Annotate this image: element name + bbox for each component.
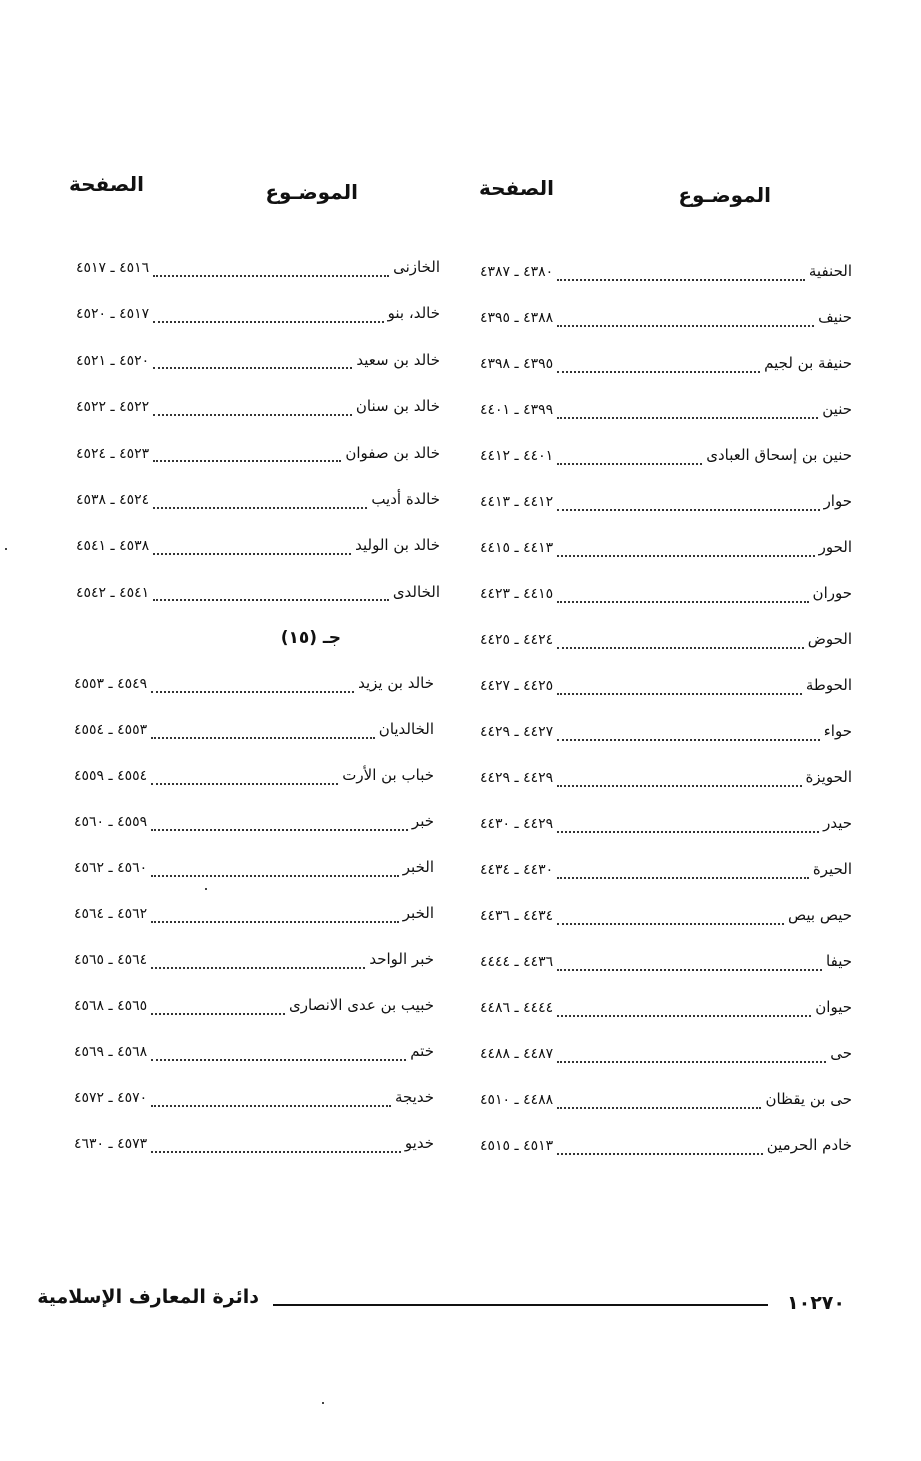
dot-leader — [151, 772, 338, 785]
entry-pages: ٤٥٧٣ ـ ٤٦٣٠ — [74, 1136, 148, 1152]
dot-leader — [557, 406, 818, 419]
entry-pages: ٤٤٢٩ ـ ٤٤٢٩ — [480, 770, 554, 786]
dot-leader — [151, 956, 365, 969]
entry-pages: ٤٥١٣ ـ ٤٥١٥ — [480, 1138, 554, 1154]
entry-topic: الخازنى — [393, 258, 440, 276]
entry-pages: ٤٥٢٤ ـ ٤٥٣٨ — [76, 492, 150, 508]
dot-leader — [557, 590, 808, 603]
entry-pages: ٤٥٤١ ـ ٤٥٤٢ — [76, 584, 150, 601]
entry-pages: ٤٥٧٠ ـ ٤٥٧٢ — [74, 1090, 148, 1106]
entry-pages: ٤٥٤٩ ـ ٤٥٥٣ — [74, 676, 148, 692]
entry-topic: خالد بن صفوان — [345, 443, 440, 462]
entry-topic: الخبر — [402, 858, 434, 876]
entry-pages: ٤٤٢٤ ـ ٤٤٢٥ — [480, 632, 554, 648]
entry-pages: ٤٥٦٤ ـ ٤٥٦٥ — [74, 952, 148, 968]
index-entry — [480, 768, 852, 792]
index-entry — [480, 308, 852, 332]
index-entry — [480, 1044, 852, 1068]
entry-pages: ٤٥١٦ ـ ٤٥١٧ — [76, 260, 150, 276]
dot-leader — [151, 1002, 285, 1015]
index-entry — [480, 354, 852, 378]
index-entry — [480, 400, 852, 424]
entry-pages: ٤٥٥٤ ـ ٤٥٥٩ — [74, 768, 148, 784]
entry-topic: حوار — [823, 492, 852, 510]
dot-leader — [151, 1140, 401, 1153]
entry-topic: خالد بن يزيد — [358, 674, 434, 692]
entry-topic: خبر الواحد — [369, 950, 434, 968]
left-page-header: الصفحة — [68, 172, 144, 196]
entry-pages: ٤٥٢٢ ـ ٤٥٢٢ — [76, 399, 150, 416]
entry-topic: الحنفية — [808, 262, 852, 280]
entry-topic: خديجة — [394, 1088, 434, 1106]
entry-topic: خادم الحرمين — [766, 1136, 852, 1154]
entry-pages: ٤٤١٥ ـ ٤٤٢٣ — [480, 586, 554, 602]
index-entry — [480, 584, 852, 608]
right-page-header: الصفحة — [478, 176, 554, 200]
entry-topic: حنيفة بن لجيم — [764, 354, 852, 372]
right-topic-header: الموضـوع — [678, 183, 771, 207]
entry-pages: ٤٤٣٠ ـ ٤٤٣٤ — [480, 862, 554, 878]
entry-topic: خالدة أديب — [371, 490, 440, 508]
footer-page-number: ١٠٢٧٠ — [787, 1292, 845, 1314]
dot-leader — [557, 682, 802, 695]
dot-leader — [557, 544, 814, 557]
entry-topic: حواء — [823, 722, 852, 740]
entry-pages: ٤٥٦٨ ـ ٤٥٦٩ — [74, 1044, 148, 1060]
entry-topic: حنين — [822, 400, 852, 418]
entry-pages: ٤٥٣٨ ـ ٤٥٤١ — [76, 538, 150, 555]
scan-speck — [5, 548, 7, 550]
index-entry — [74, 858, 434, 882]
entry-pages: ٤٣٩٩ ـ ٤٤٠١ — [480, 402, 554, 418]
entry-pages: ٤٤٨٧ ـ ٤٤٨٨ — [480, 1046, 554, 1062]
entry-pages: ٤٥٥٣ ـ ٤٥٥٤ — [74, 722, 148, 738]
dot-leader — [557, 452, 702, 465]
dot-leader — [557, 820, 819, 833]
index-entry — [74, 1088, 434, 1112]
entry-topic: خالد بن سعيد — [356, 350, 440, 369]
entry-topic: خبيب بن عدى الانصارى — [289, 996, 434, 1014]
index-entry — [74, 1134, 434, 1158]
entry-pages: ٤٤٢٥ ـ ٤٤٢٧ — [480, 678, 554, 694]
entry-pages: ٤٥٦٢ ـ ٤٥٦٤ — [74, 906, 148, 922]
entry-pages: ٤٥٦٠ ـ ٤٥٦٢ — [74, 860, 148, 876]
entry-topic: حيدر — [823, 814, 852, 832]
scan-speck — [205, 888, 207, 890]
entry-pages: ٤٤٢٩ ـ ٤٤٣٠ — [480, 816, 554, 832]
footer-rule — [273, 1304, 768, 1306]
index-entry — [480, 722, 852, 746]
entry-pages: ٤٥٢٠ ـ ٤٥٢١ — [76, 352, 150, 369]
index-entry — [74, 1042, 434, 1066]
index-entry — [480, 676, 852, 700]
entry-topic: حى — [830, 1044, 852, 1062]
entry-pages: ٤٤٣٦ ـ ٤٤٤٤ — [480, 954, 554, 970]
right-index-column — [480, 0, 852, 1200]
dot-leader — [151, 680, 354, 693]
entry-topic: ختم — [410, 1042, 434, 1060]
entry-pages: ٤٥٢٣ ـ ٤٥٢٤ — [76, 445, 150, 462]
dot-leader — [557, 728, 820, 741]
index-entry — [74, 812, 434, 836]
index-entry — [74, 904, 434, 928]
entry-pages: ٤٥١٧ ـ ٤٥٢٠ — [76, 306, 150, 323]
entry-topic: الخالدى — [392, 582, 440, 601]
entry-topic: الحوطة — [805, 676, 852, 694]
entry-topic: خالد، بنو — [387, 304, 440, 323]
entry-topic: خالد بن سنان — [355, 397, 440, 416]
entry-topic: الحوض — [807, 630, 852, 648]
index-entry — [480, 860, 852, 884]
index-entry — [74, 674, 434, 698]
left-topic-header: الموضـوع — [265, 180, 358, 204]
entry-topic: حنيف — [818, 308, 852, 326]
entry-pages: ٤٥٥٩ ـ ٤٥٦٠ — [74, 814, 148, 830]
entry-topic: الحور — [818, 538, 852, 556]
scan-speck — [322, 1402, 324, 1404]
index-entry — [480, 814, 852, 838]
entry-topic: الحويزة — [805, 768, 852, 786]
dot-leader — [557, 1004, 811, 1017]
index-entry — [480, 952, 852, 976]
dot-leader — [151, 1048, 406, 1061]
dot-leader — [557, 314, 814, 327]
footer-title: دائرة المعارف الإسلامية — [37, 1286, 259, 1308]
entry-topic: خبر — [411, 812, 434, 830]
dot-leader — [557, 268, 805, 281]
entry-pages: ٤٤١٢ ـ ٤٤١٣ — [480, 494, 554, 510]
index-entry — [480, 538, 852, 562]
index-entry — [480, 446, 852, 470]
dot-leader — [557, 1142, 763, 1155]
entry-topic: خباب بن الأرت — [342, 766, 434, 784]
entry-pages: ٤٤٠١ ـ ٤٤١٢ — [480, 448, 554, 464]
entry-pages: ٤٣٨٨ ـ ٤٣٩٥ — [480, 310, 554, 326]
entry-pages: ٤٤٣٤ ـ ٤٤٣٦ — [480, 908, 554, 924]
dot-leader — [557, 636, 804, 649]
index-entry — [480, 1136, 852, 1160]
dot-leader — [557, 1050, 826, 1063]
index-entry — [480, 492, 852, 516]
entry-pages: ٤٥٦٥ ـ ٤٥٦٨ — [74, 998, 148, 1014]
dot-leader — [151, 1094, 391, 1107]
left-index-column-bottom — [74, 0, 434, 1200]
entry-topic: حيفا — [826, 952, 852, 970]
entry-topic: حى بن يقظان — [765, 1090, 852, 1108]
dot-leader — [151, 864, 399, 877]
index-entry — [480, 998, 852, 1022]
dot-leader — [557, 360, 760, 373]
entry-pages: ٤٤١٣ ـ ٤٤١٥ — [480, 540, 554, 556]
index-entry — [480, 630, 852, 654]
index-entry — [74, 996, 434, 1020]
dot-leader — [151, 726, 375, 739]
dot-leader — [557, 912, 784, 925]
entry-pages: ٤٤٤٤ ـ ٤٤٨٦ — [480, 1000, 554, 1016]
dot-leader — [557, 498, 819, 511]
dot-leader — [557, 866, 809, 879]
entry-topic: الخبر — [402, 904, 434, 922]
entry-topic: حيوان — [815, 998, 852, 1016]
entry-pages: ٤٤٢٧ ـ ٤٤٢٩ — [480, 724, 554, 740]
entry-topic: الخالديان — [378, 720, 434, 738]
entry-topic: حوران — [812, 584, 852, 602]
entry-topic: خالد بن الوليد — [355, 536, 440, 555]
entry-pages: ٤٤٨٨ ـ ٤٥١٠ — [480, 1092, 554, 1108]
index-entry — [74, 766, 434, 790]
section-heading: جـ (١٥) — [280, 628, 341, 648]
index-entry — [74, 720, 434, 744]
entry-topic: الحيرة — [812, 860, 852, 878]
index-entry — [480, 262, 852, 286]
dot-leader — [557, 774, 801, 787]
entry-topic: حنين بن إسحاق العبادى — [706, 446, 852, 464]
dot-leader — [557, 958, 822, 971]
index-entry — [480, 1090, 852, 1114]
entry-pages: ٤٣٨٠ ـ ٤٣٨٧ — [480, 264, 554, 280]
dot-leader — [151, 818, 408, 831]
index-entry — [74, 950, 434, 974]
entry-topic: خديو — [404, 1134, 434, 1152]
dot-leader — [151, 910, 399, 923]
index-entry — [480, 906, 852, 930]
entry-pages: ٤٣٩٥ ـ ٤٣٩٨ — [480, 356, 554, 372]
entry-topic: حيص بيص — [787, 906, 852, 924]
dot-leader — [557, 1096, 761, 1109]
